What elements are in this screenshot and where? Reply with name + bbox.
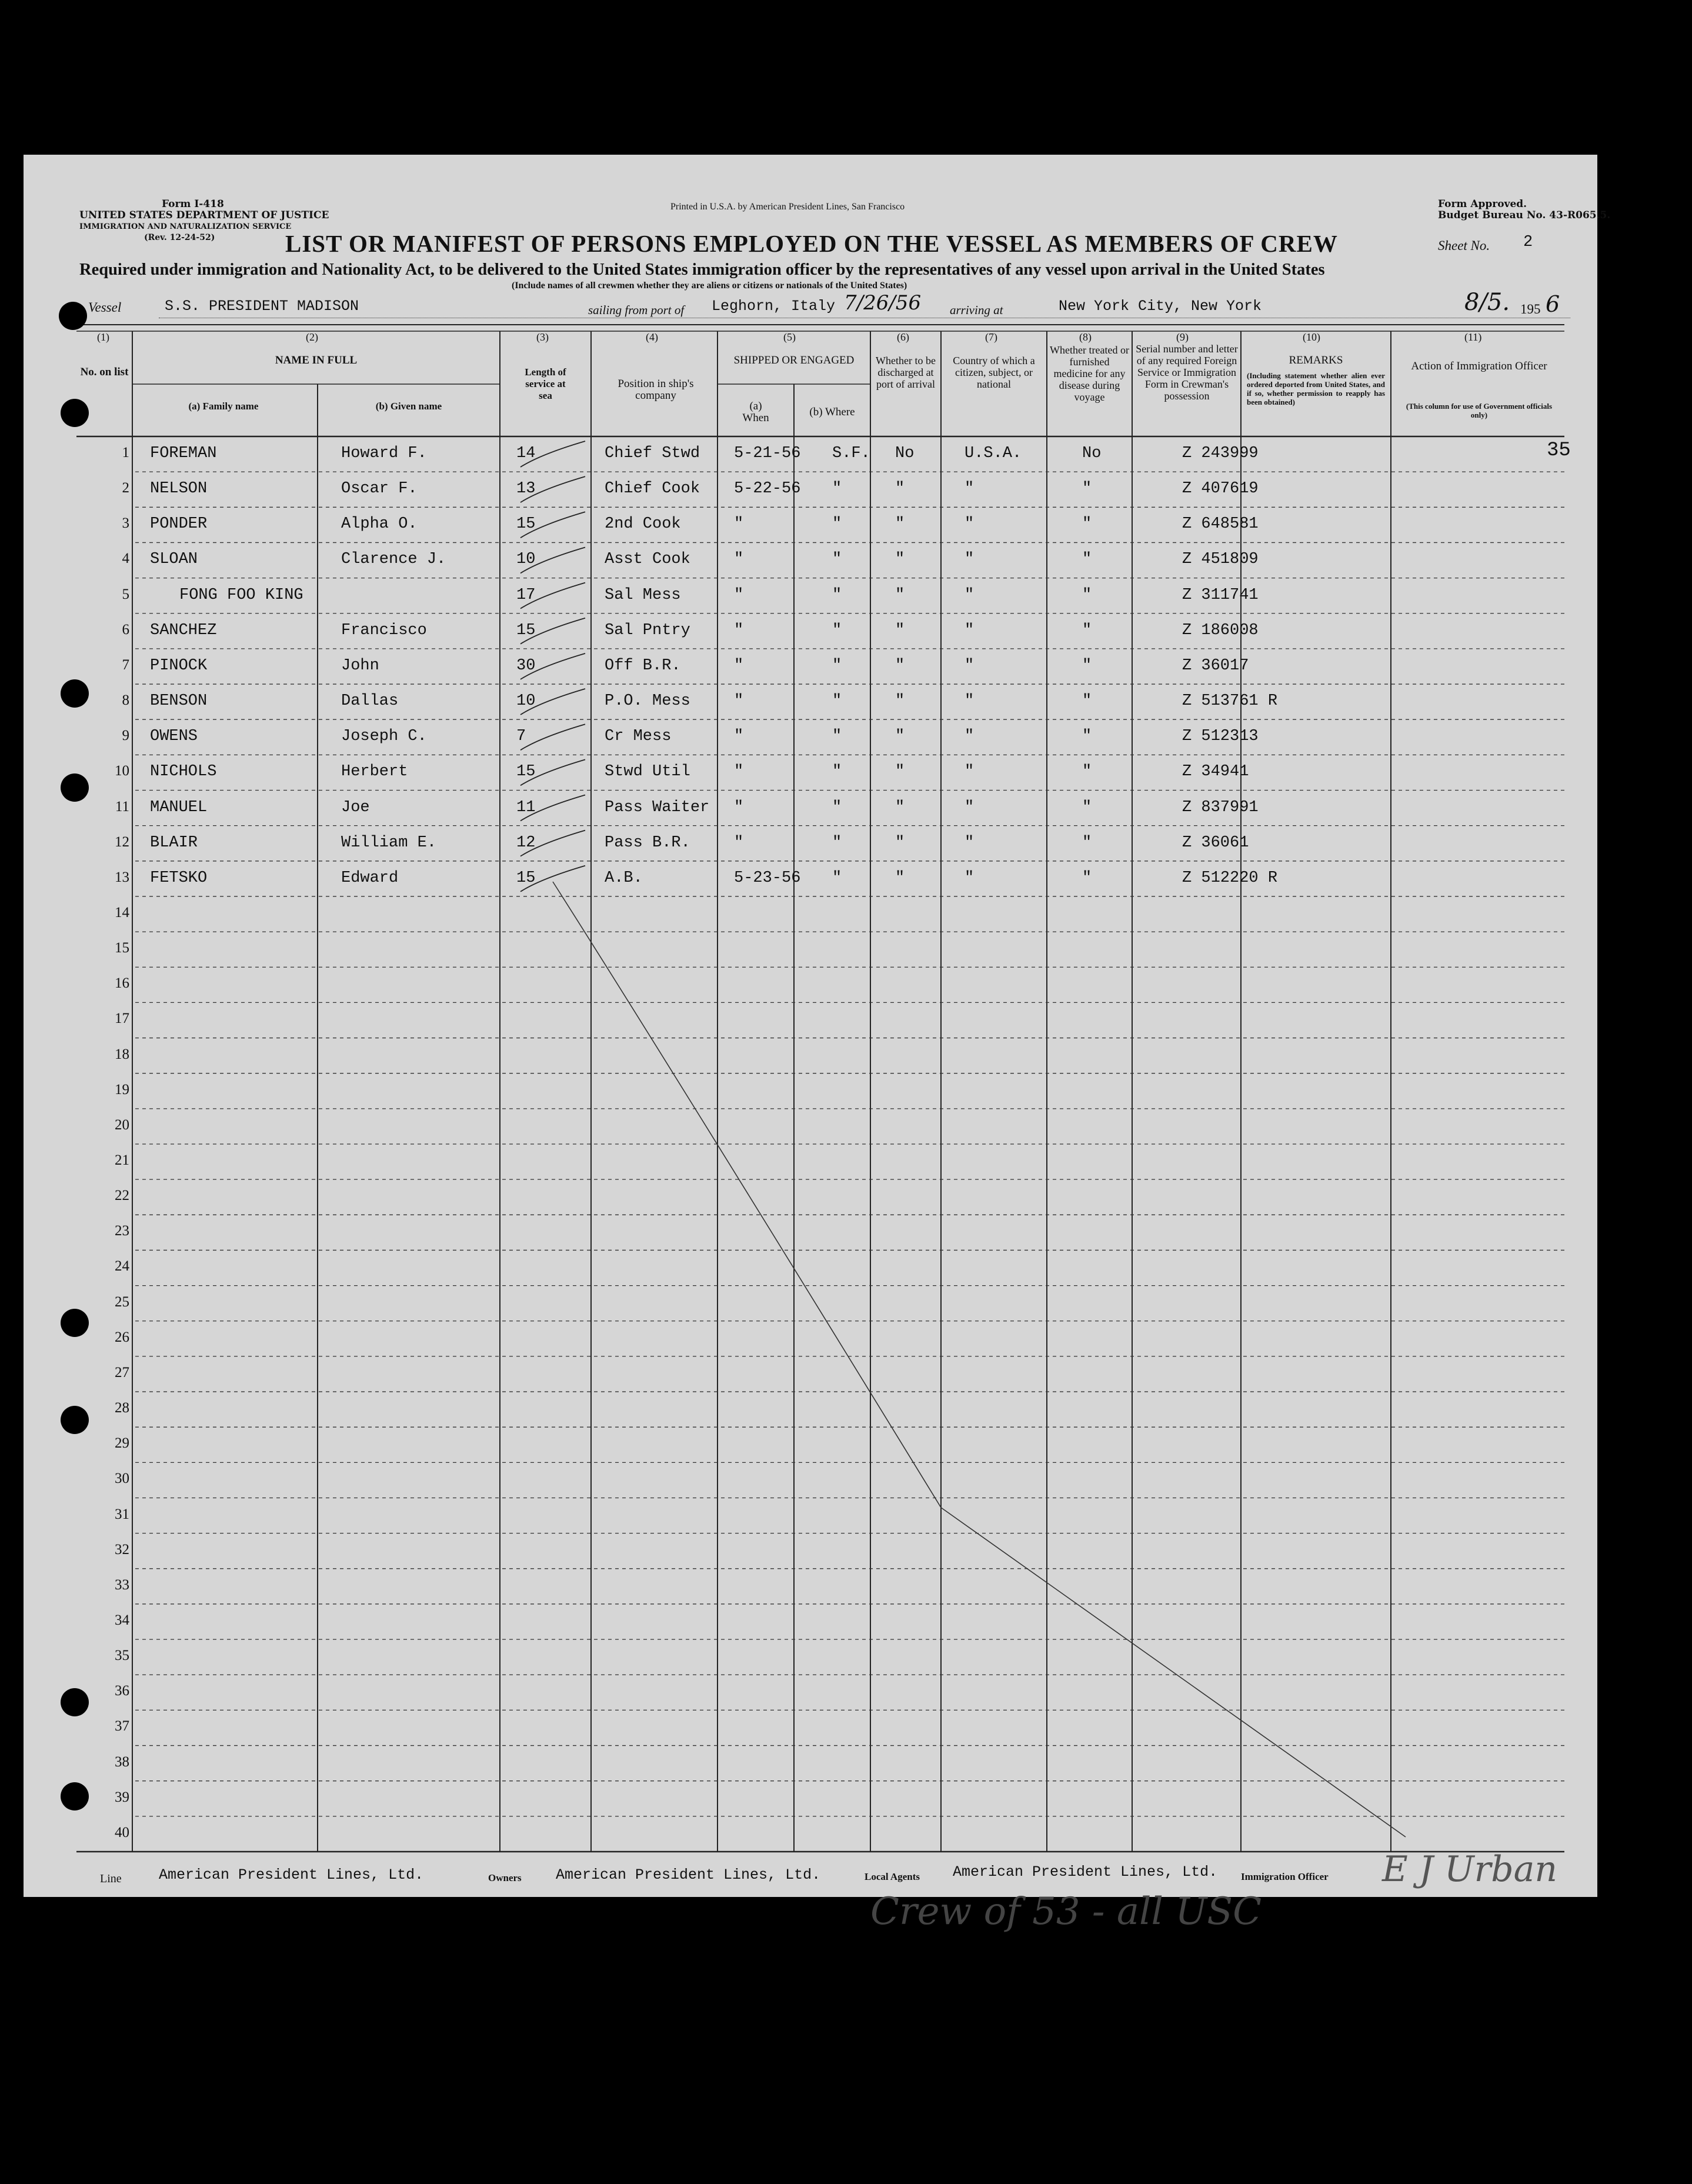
cell-given: Dallas — [341, 692, 399, 711]
cell-country: U.S.A. — [965, 445, 1022, 462]
cell-where: " — [832, 869, 842, 887]
cell-when: " — [734, 656, 744, 675]
form-id-line: Form I-418 — [162, 198, 224, 210]
cell-family: FETSKO — [150, 869, 208, 887]
header-country: Country of which a citizen, subject, or national — [953, 355, 1035, 390]
col-number-5: (5) — [783, 331, 796, 343]
header-shipped-or-engaged: SHIPPED OR ENGAGED — [733, 354, 855, 366]
cell-discharged: " — [895, 480, 905, 498]
col-number-9: (9) — [1176, 331, 1189, 343]
cell-country: " — [965, 869, 975, 887]
col-number-11: (11) — [1464, 331, 1482, 343]
row-number: 28 — [115, 1400, 129, 1416]
cell-serial: Z 451809 — [1182, 551, 1259, 569]
punch-hole — [61, 399, 89, 427]
sheet-label: Sheet No. — [1438, 238, 1490, 253]
row-number: 26 — [115, 1329, 129, 1345]
cell-discharged: " — [895, 869, 905, 887]
cell-when: " — [734, 586, 744, 604]
cell-when: " — [734, 551, 744, 569]
cell-given: Alpha O. — [341, 515, 418, 534]
row-number: 13 — [115, 869, 129, 885]
row-number: 32 — [115, 1541, 129, 1558]
cell-serial: Z 837991 — [1182, 798, 1259, 816]
cell-serial: Z 36061 — [1182, 833, 1249, 852]
cell-family: PINOCK — [150, 656, 208, 675]
cell-service: 15 — [516, 621, 536, 639]
cell-when: 5-21-56 — [734, 445, 801, 462]
cell-country: " — [965, 621, 975, 639]
cell-position: Off B.R. — [605, 656, 681, 675]
form-rev-line: (Rev. 12-24-52) — [144, 233, 215, 242]
row-number: 29 — [115, 1435, 129, 1452]
cell-serial: Z 512313 — [1182, 728, 1259, 746]
row-number: 34 — [115, 1612, 129, 1628]
col-number-10: (10) — [1303, 331, 1320, 343]
row-number: 23 — [115, 1223, 129, 1239]
line-value: American President Lines, Ltd. — [159, 1866, 424, 1883]
cell-position: A.B. — [605, 869, 643, 887]
include-note: (Include names of all crewmen whether they are aliens or citizens or nationals of the United States) — [512, 281, 907, 291]
row-number: 14 — [115, 904, 129, 921]
cell-discharged: " — [895, 656, 905, 675]
cell-when: 5-22-56 — [734, 480, 801, 498]
cell-family: OWENS — [150, 728, 198, 746]
punch-hole — [61, 679, 89, 708]
cell-family: FOREMAN — [150, 445, 217, 462]
subtitle: Required under immigration and Nationality Act, to be delivered to the United States immigration officer by the representatives of any vessel upon arrival in the United States — [79, 261, 1325, 279]
header-serial-number: Serial number and letter of any required Foreign Service or Immigration Form in Crewman's possession — [1136, 343, 1238, 402]
row-number: 5 — [122, 586, 129, 602]
sailing-label: sailing from port of — [588, 303, 685, 317]
form-service-line: IMMIGRATION AND NATURALIZATION SERVICE — [79, 222, 292, 231]
cell-where: " — [832, 621, 842, 639]
col-number-4: (4) — [646, 331, 658, 343]
cell-country: " — [965, 480, 975, 498]
cell-country: " — [965, 551, 975, 569]
cell-treated: " — [1082, 692, 1092, 711]
row-number: 17 — [115, 1011, 129, 1027]
cell-discharged: " — [895, 833, 905, 852]
cell-treated: " — [1082, 480, 1092, 498]
officer-signature: E J Urban — [1382, 1849, 1558, 1890]
line-label: Line — [100, 1872, 122, 1885]
cell-given: Edward — [341, 869, 399, 887]
cell-when: " — [734, 692, 744, 711]
vessel-label: Vessel — [88, 300, 122, 315]
cell-treated: " — [1082, 515, 1092, 534]
cell-service: 14 — [516, 445, 536, 462]
header-when: (a) When — [742, 400, 769, 424]
cell-given: John — [341, 656, 379, 675]
form-approved-line: Form Approved. — [1438, 198, 1527, 210]
cell-position: Pass B.R. — [605, 833, 690, 852]
col-number-8: (8) — [1079, 331, 1092, 343]
cell-where: " — [832, 763, 842, 781]
row-number: 37 — [115, 1718, 129, 1735]
vessel-name: S.S. PRESIDENT MADISON — [165, 298, 359, 315]
row-number: 3 — [122, 515, 129, 532]
handwritten-crew-note: Crew of 53 - all USC — [870, 1890, 1262, 1933]
manifest-page — [24, 155, 1611, 1933]
header-remarks-note: (Including statement whether alien ever ordered deported from United States, and if so, whether permission to reapply has been obtained) — [1247, 371, 1385, 406]
cell-country: " — [965, 763, 975, 781]
printed-note: Printed in U.S.A. by American President Lines, San Francisco — [670, 202, 905, 212]
cell-where: " — [832, 728, 842, 746]
row-number: 9 — [122, 728, 129, 744]
cell-discharged: " — [895, 728, 905, 746]
cell-discharged: " — [895, 798, 905, 816]
row-number: 8 — [122, 692, 129, 709]
header-where: (b) Where — [809, 406, 855, 418]
cell-when: " — [734, 763, 744, 781]
header-remarks: REMARKS — [1289, 354, 1343, 366]
cell-given: William E. — [341, 833, 437, 852]
punch-hole — [61, 1406, 89, 1434]
cell-serial: Z 311741 — [1182, 586, 1259, 604]
cell-family: PONDER — [150, 515, 208, 534]
cell-where: " — [832, 692, 842, 711]
cell-where: " — [832, 480, 842, 498]
cell-position: Stwd Util — [605, 763, 690, 781]
cell-position: Pass Waiter — [605, 798, 710, 816]
cell-discharged: " — [895, 692, 905, 711]
cell-serial: Z 36017 — [1182, 656, 1249, 675]
cell-when: 5-23-56 — [734, 869, 801, 887]
row-number: 2 — [122, 480, 129, 496]
port-to: New York City, New York — [1059, 298, 1262, 315]
cell-where: " — [832, 586, 842, 604]
punch-hole — [61, 773, 89, 802]
sheet-number: 2 — [1523, 234, 1533, 251]
row-number: 35 — [115, 1648, 129, 1664]
header-action-note: (This column for use of Government officials only) — [1406, 402, 1553, 419]
cell-given: Herbert — [341, 763, 408, 781]
cell-family: NELSON — [150, 480, 208, 498]
cell-where: " — [832, 798, 842, 816]
punch-hole — [61, 1688, 89, 1716]
cell-given: Joseph C. — [341, 728, 427, 746]
row-number: 19 — [115, 1081, 129, 1098]
cell-where: " — [832, 551, 842, 569]
cell-treated: " — [1082, 621, 1092, 639]
cell-position: 2nd Cook — [605, 515, 681, 534]
header-action: Action of Immigration Officer — [1411, 360, 1547, 372]
cell-discharged: " — [895, 763, 905, 781]
col-number-3: (3) — [536, 331, 549, 343]
sail-date: 7/26/56 — [844, 291, 922, 315]
header-length-of-service: Length of service at sea — [525, 366, 566, 401]
cell-treated: " — [1082, 728, 1092, 746]
cell-treated: " — [1082, 586, 1092, 604]
cell-where: " — [832, 656, 842, 675]
cell-serial: Z 513761 R — [1182, 692, 1278, 711]
cell-serial: Z 34941 — [1182, 763, 1249, 781]
cell-family: SANCHEZ — [150, 621, 217, 639]
header-name-in-full: NAME IN FULL — [275, 354, 358, 366]
row-number: 30 — [115, 1471, 129, 1487]
punch-hole — [61, 1309, 89, 1337]
cell-family: FONG FOO KING — [179, 586, 303, 604]
cell-service: 15 — [516, 763, 536, 781]
col-number-7: (7) — [985, 331, 997, 343]
row-number: 11 — [115, 798, 129, 815]
cell-treated: No — [1082, 445, 1102, 462]
cell-treated: " — [1082, 833, 1092, 852]
row-number: 39 — [115, 1789, 129, 1805]
arriving-label: arriving at — [950, 303, 1003, 317]
cell-family: BLAIR — [150, 833, 198, 852]
cell-treated: " — [1082, 798, 1092, 816]
cell-position: Chief Cook — [605, 480, 700, 498]
immigration-officer-label: Immigration Officer — [1241, 1871, 1329, 1882]
cell-service: 15 — [516, 515, 536, 534]
cell-country: " — [965, 656, 975, 675]
cell-family: MANUEL — [150, 798, 208, 816]
cell-discharged: " — [895, 621, 905, 639]
cell-when: " — [734, 728, 744, 746]
cell-given: Howard F. — [341, 445, 427, 462]
col-number-1: (1) — [97, 331, 109, 343]
row-number: 15 — [115, 940, 129, 956]
cell-serial: Z 186008 — [1182, 621, 1259, 639]
cell-given: Francisco — [341, 621, 427, 639]
cell-serial: Z 512220 R — [1182, 869, 1278, 887]
cell-treated: " — [1082, 551, 1092, 569]
cell-given: Joe — [341, 798, 370, 816]
cell-when: " — [734, 798, 744, 816]
cell-action: 35 — [1547, 439, 1571, 462]
cell-country: " — [965, 798, 975, 816]
cell-service: 15 — [516, 869, 536, 887]
cell-country: " — [965, 833, 975, 852]
port-from: Leghorn, Italy — [712, 298, 836, 315]
col-number-2: (2) — [306, 331, 318, 343]
punch-hole — [61, 1782, 89, 1810]
cell-country: " — [965, 515, 975, 534]
header-no-on-list: No. on list — [80, 366, 129, 378]
cell-position: P.O. Mess — [605, 692, 690, 711]
row-number: 21 — [115, 1152, 129, 1168]
cell-discharged: " — [895, 551, 905, 569]
row-number: 33 — [115, 1576, 129, 1593]
row-number: 16 — [115, 975, 129, 992]
cell-position: Cr Mess — [605, 728, 672, 746]
cell-position: Sal Pntry — [605, 621, 690, 639]
cell-when: " — [734, 833, 744, 852]
cell-position: Sal Mess — [605, 586, 681, 604]
cell-country: " — [965, 586, 975, 604]
header-discharged: Whether to be discharged at port of arrival — [876, 355, 936, 390]
cell-serial: Z 407619 — [1182, 480, 1259, 498]
local-agents-value: American President Lines, Ltd. — [953, 1863, 1218, 1880]
cell-serial: Z 243999 — [1182, 445, 1259, 462]
cell-service: 30 — [516, 656, 536, 675]
cell-family: BENSON — [150, 692, 208, 711]
cell-position: Chief Stwd — [605, 445, 700, 462]
cell-where: " — [832, 515, 842, 534]
cell-discharged: " — [895, 586, 905, 604]
owners-label: Owners — [488, 1872, 522, 1883]
row-number: 31 — [115, 1506, 129, 1522]
row-number: 25 — [115, 1293, 129, 1310]
cell-given: Clarence J. — [341, 551, 446, 569]
local-agents-label: Local Agents — [865, 1871, 920, 1882]
cell-where: S.F. — [832, 445, 870, 462]
header-treated: Whether treated or furnished medicine for any disease during voyage — [1050, 344, 1129, 403]
cell-family: NICHOLS — [150, 763, 217, 781]
cell-service: 7 — [516, 728, 526, 746]
row-number: 20 — [115, 1116, 129, 1133]
header-position: Position in ship's company — [618, 378, 694, 402]
arrival-date: 8/5. — [1464, 289, 1510, 316]
cell-given: Oscar F. — [341, 480, 418, 498]
cell-country: " — [965, 692, 975, 711]
row-number: 6 — [122, 621, 129, 638]
year-hand: 6 — [1546, 291, 1560, 317]
row-number: 18 — [115, 1046, 129, 1062]
year-printed: 195 — [1520, 302, 1541, 316]
row-number: 12 — [115, 833, 129, 850]
owners-value: American President Lines, Ltd. — [556, 1866, 821, 1883]
row-number: 38 — [115, 1753, 129, 1770]
cell-service: 12 — [516, 833, 536, 852]
row-number: 36 — [115, 1683, 129, 1699]
row-number: 24 — [115, 1258, 129, 1275]
cell-treated: " — [1082, 656, 1092, 675]
cell-treated: " — [1082, 869, 1092, 887]
row-number: 7 — [122, 656, 129, 673]
row-number: 10 — [115, 763, 129, 779]
row-number: 40 — [115, 1824, 129, 1840]
cell-discharged: No — [895, 445, 915, 462]
cell-treated: " — [1082, 763, 1092, 781]
row-number: 22 — [115, 1188, 129, 1204]
page-title: LIST OR MANIFEST OF PERSONS EMPLOYED ON THE VESSEL AS MEMBERS OF CREW — [285, 230, 1338, 257]
cell-family: SLOAN — [150, 551, 198, 569]
cell-where: " — [832, 833, 842, 852]
cell-when: " — [734, 515, 744, 534]
cell-service: 17 — [516, 586, 536, 604]
form-dept-line: UNITED STATES DEPARTMENT OF JUSTICE — [79, 209, 329, 221]
row-number: 1 — [122, 445, 129, 461]
header-family-name: (a) Family name — [188, 401, 259, 412]
budget-bureau-line: Budget Bureau No. 43-R065.5. — [1438, 209, 1611, 221]
cell-position: Asst Cook — [605, 551, 690, 569]
row-number: 27 — [115, 1364, 129, 1381]
cell-service: 10 — [516, 551, 536, 569]
cell-country: " — [965, 728, 975, 746]
cell-when: " — [734, 621, 744, 639]
punch-hole — [59, 302, 87, 330]
header-given-name: (b) Given name — [375, 401, 442, 412]
cell-service: 10 — [516, 692, 536, 711]
cell-service: 11 — [516, 798, 536, 816]
col-number-6: (6) — [897, 331, 909, 343]
cell-serial: Z 648581 — [1182, 515, 1259, 534]
cell-discharged: " — [895, 515, 905, 534]
row-number: 4 — [122, 551, 129, 567]
cell-service: 13 — [516, 480, 536, 498]
